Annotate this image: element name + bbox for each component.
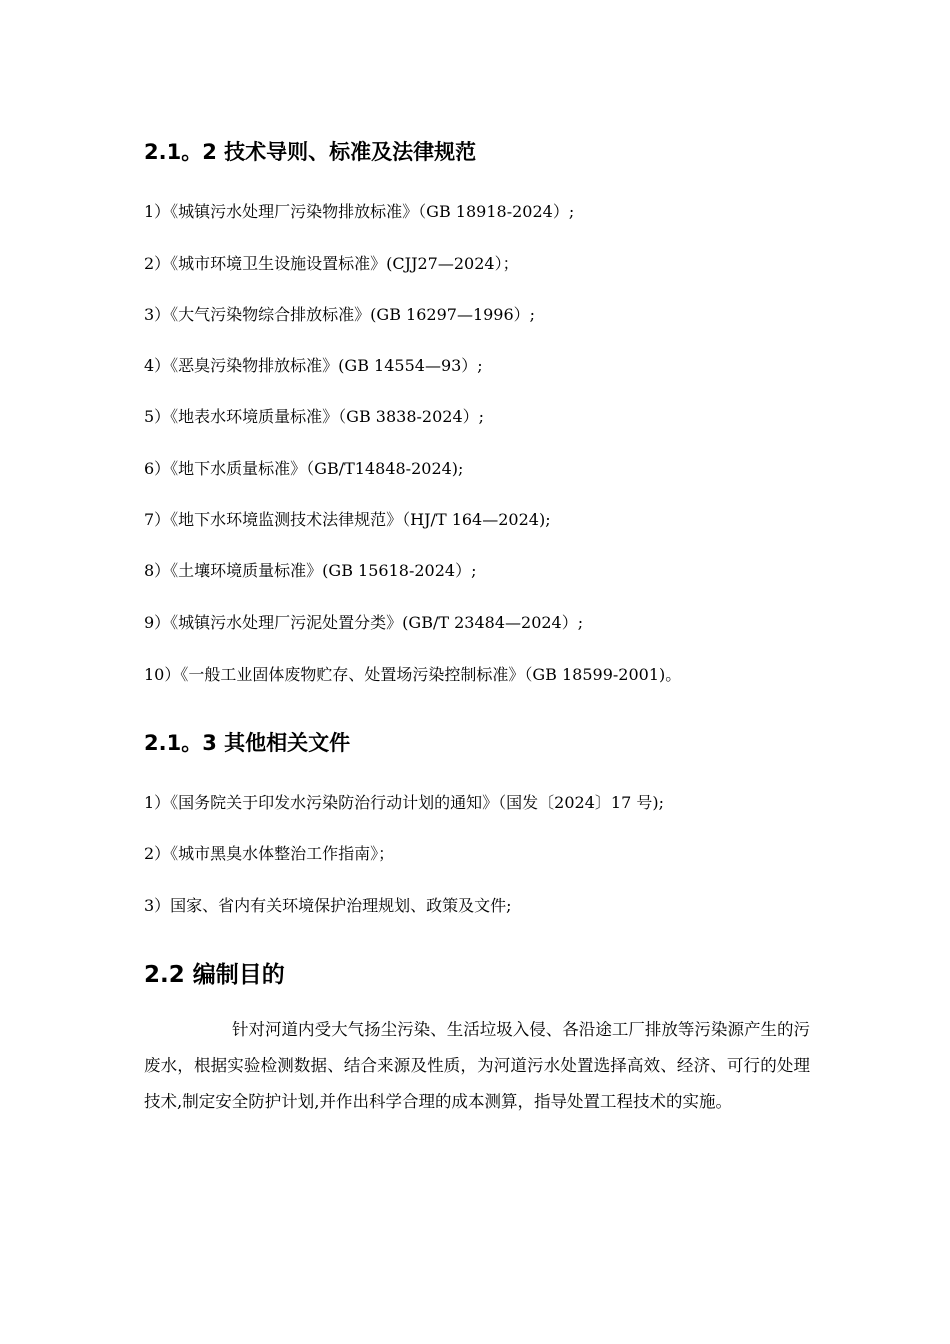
- standard-list-item: 2）《城市环境卫生设施设置标准》(CJJ27—2024）；: [144, 254, 519, 273]
- standard-list-item: 9）《城镇污水处理厂污泥处置分类》(GB/T 23484—2024）;: [144, 613, 584, 632]
- standard-list-item: 1）《城镇污水处理厂污染物排放标准》（GB 18918-2024）;: [144, 202, 575, 221]
- standard-list-item: 4）《恶臭污染物排放标准》(GB 14554—93）;: [144, 356, 483, 375]
- section-heading-purpose: 2.2 编制目的: [144, 962, 285, 988]
- document-list-item: 2）《城市黑臭水体整治工作指南》；: [144, 844, 395, 863]
- document-list-item: 3）国家、省内有关环境保护治理规划、政策及文件;: [144, 896, 512, 915]
- section-heading-technical-standards: 2.1。2 技术导则、标准及法律规范: [144, 140, 477, 164]
- standard-list-item: 10）《一般工业固体废物贮存、处置场污染控制标准》（GB 18599-2001)。: [144, 665, 682, 684]
- standard-list-item: 6）《地下水质量标准》（GB/T14848-2024);: [144, 459, 464, 478]
- purpose-paragraph: 针对河道内受大气扬尘污染、生活垃圾入侵、各沿途工厂排放等污染源产生的污废水，根据实验检测数据、结合来源及性质，为河道污水处置选择高效、经济、可行的处理技术,制定安全防护计划,并作出科学合理的成本测算，指导处置工程技术的实施。: [144, 1020, 810, 1111]
- standard-list-item: 5）《地表水环境质量标准》（GB 3838-2024）;: [144, 407, 485, 426]
- document-list-item: 1）《国务院关于印发水污染防治行动计划的通知》（国发〔2024〕17 号);: [144, 793, 664, 812]
- standard-list-item: 3）《大气污染物综合排放标准》(GB 16297—1996）;: [144, 305, 536, 324]
- standard-list-item: 8）《土壤环境质量标准》(GB 15618-2024）;: [144, 561, 477, 580]
- section-heading-other-documents: 2.1。3 其他相关文件: [144, 731, 351, 755]
- standard-list-item: 7）《地下水环境监测技术法律规范》（HJ/T 164—2024);: [144, 510, 551, 529]
